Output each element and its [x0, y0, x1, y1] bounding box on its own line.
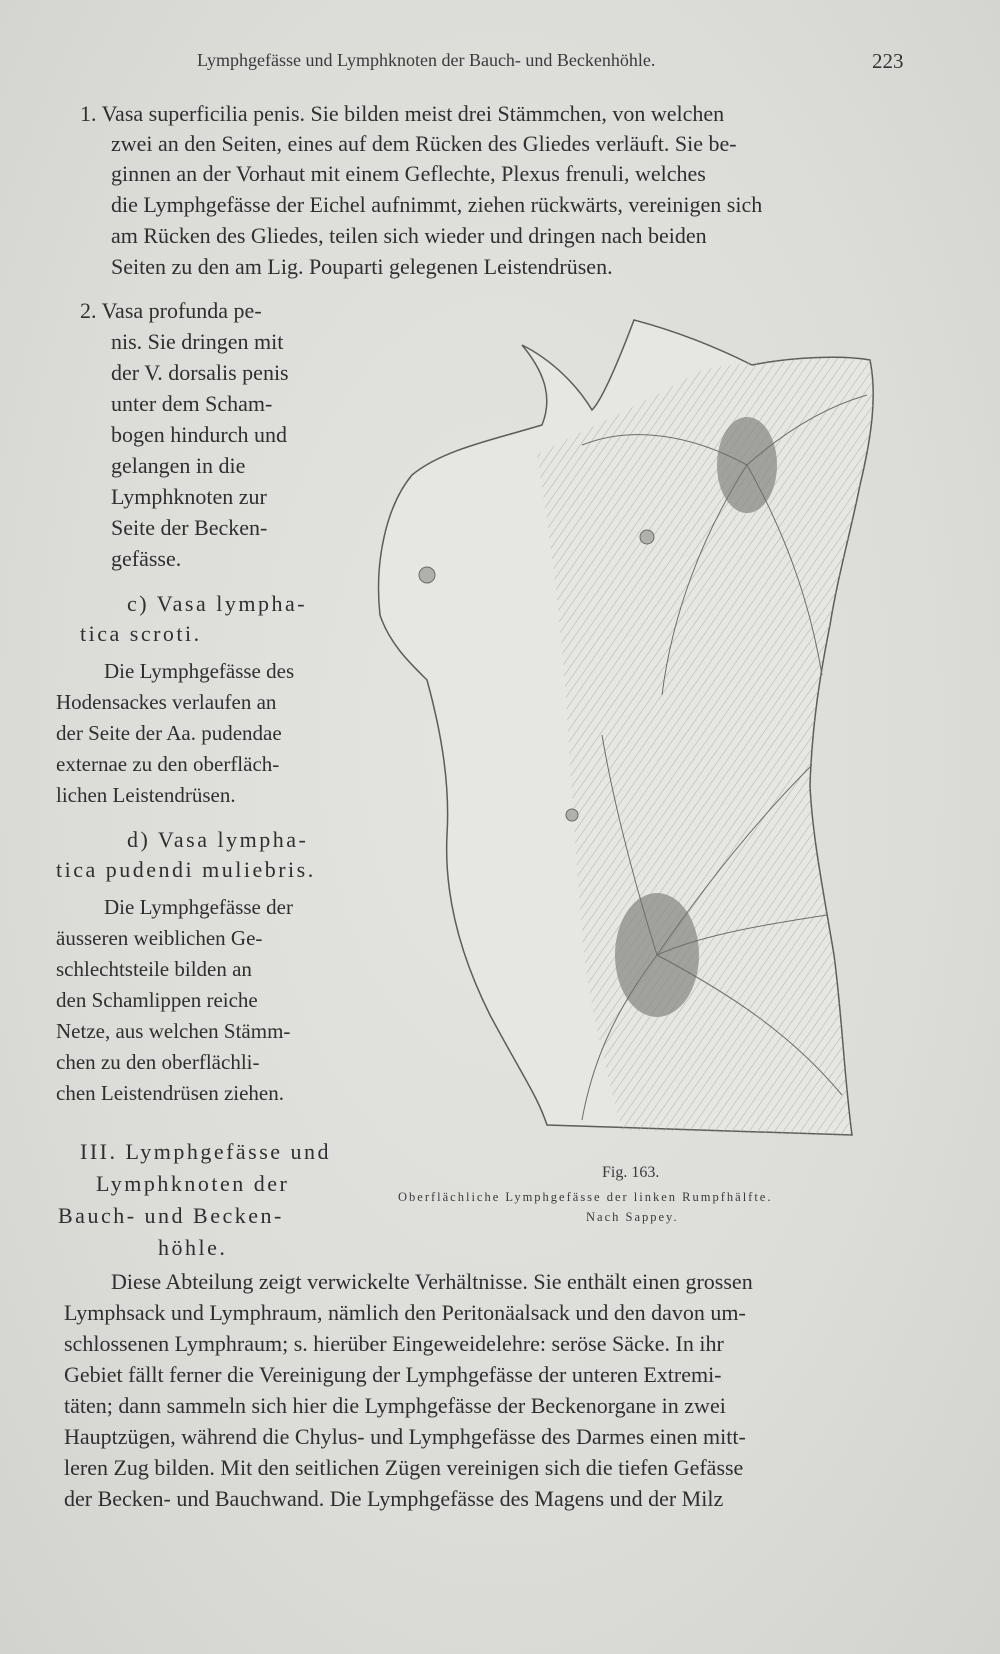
body-line: 1. Vasa superficilia penis. Sie bilden meist drei Stämmchen, von welchen	[80, 101, 725, 126]
anatomical-figure	[372, 315, 912, 1140]
section-heading-d: d) Vasa lympha-	[127, 827, 309, 852]
body-line: Lymphsack und Lymphraum, nämlich den Peritonäalsack und den davon um-	[64, 1300, 746, 1325]
section-heading-iii: III. Lymphgefässe und	[80, 1139, 332, 1164]
body-line: der Becken- und Bauchwand. Die Lymphgefässe des Magens und der Milz	[64, 1486, 724, 1511]
section-heading-iii: Bauch- und Becken-	[58, 1203, 284, 1228]
section-heading-d: tica pudendi muliebris.	[56, 857, 316, 882]
body-line: Diese Abteilung zeigt verwickelte Verhältnisse. Sie enthält einen grossen	[111, 1269, 753, 1294]
section-heading-iii: höhle.	[158, 1235, 228, 1260]
body-line: Seiten zu den am Lig. Pouparti gelegenen Leistendrüsen.	[111, 254, 613, 279]
column-line: äusseren weiblichen Ge-	[56, 926, 263, 950]
nipple-left	[640, 530, 654, 544]
body-line: Hauptzügen, während die Chylus- und Lymphgefässe des Darmes einen mitt-	[64, 1424, 746, 1449]
column-line: externae zu den oberfläch-	[56, 752, 280, 776]
figure-label: Fig. 163.	[602, 1164, 660, 1181]
nipple-right	[419, 567, 435, 583]
section-heading-iii: Lymphknoten der	[96, 1171, 290, 1196]
body-line: Gebiet fällt ferner die Vereinigung der Lymphgefässe der unteren Extremi-	[64, 1362, 722, 1387]
column-line: gefässe.	[111, 546, 182, 571]
body-line: am Rücken des Gliedes, teilen sich wieder und dringen nach beiden	[111, 223, 707, 248]
column-line: der Seite der Aa. pudendae	[56, 721, 282, 745]
column-line: bogen hindurch und	[111, 422, 287, 447]
navel	[566, 809, 578, 821]
column-line: der V. dorsalis penis	[111, 360, 289, 385]
column-line: chen Leistendrüsen ziehen.	[56, 1081, 284, 1105]
column-line: den Schamlippen reiche	[56, 988, 258, 1012]
column-line: Lymphknoten zur	[111, 484, 267, 509]
figure-caption: Oberflächliche Lymphgefässe der linken Rumpfhälfte.	[398, 1190, 773, 1204]
body-line: ginnen an der Vorhaut mit einem Geflechte, Plexus frenuli, welches	[111, 161, 706, 186]
running-title: Lymphgefässe und Lymphknoten der Bauch- und Beckenhöhle.	[197, 50, 656, 70]
column-line: Netze, aus welchen Stämm-	[56, 1019, 291, 1043]
body-line: leren Zug bilden. Mit den seitlichen Zügen vereinigen sich die tiefen Gefässe	[64, 1455, 744, 1480]
page-number: 223	[872, 49, 904, 73]
section-heading-c: tica scroti.	[80, 621, 202, 646]
column-line: 2. Vasa profunda pe-	[80, 298, 262, 323]
column-line: Hodensackes verlaufen an	[56, 690, 277, 714]
section-heading-c: c) Vasa lympha-	[127, 591, 308, 616]
column-line: chen zu den oberflächli-	[56, 1050, 260, 1074]
body-line: die Lymphgefässe der Eichel aufnimmt, ziehen rückwärts, vereinigen sich	[111, 192, 763, 217]
column-line: unter dem Scham-	[111, 391, 273, 416]
body-line: schlossenen Lymphraum; s. hierüber Eingeweidelehre: seröse Säcke. In ihr	[64, 1331, 724, 1356]
column-line: gelangen in die	[111, 453, 246, 478]
column-line: lichen Leistendrüsen.	[56, 783, 236, 807]
column-line: nis. Sie dringen mit	[111, 329, 284, 354]
column-line: Die Lymphgefässe der	[104, 895, 293, 919]
body-line: täten; dann sammeln sich hier die Lymphgefässe der Beckenorgane in zwei	[64, 1393, 726, 1418]
body-line: zwei an den Seiten, eines auf dem Rücken des Gliedes verläuft. Sie be-	[111, 131, 737, 156]
column-line: schlechtsteile bilden an	[56, 957, 252, 981]
column-line: Seite der Becken-	[111, 515, 268, 540]
column-line: Die Lymphgefässe des	[104, 659, 295, 683]
figure-source: Nach Sappey.	[586, 1210, 679, 1224]
